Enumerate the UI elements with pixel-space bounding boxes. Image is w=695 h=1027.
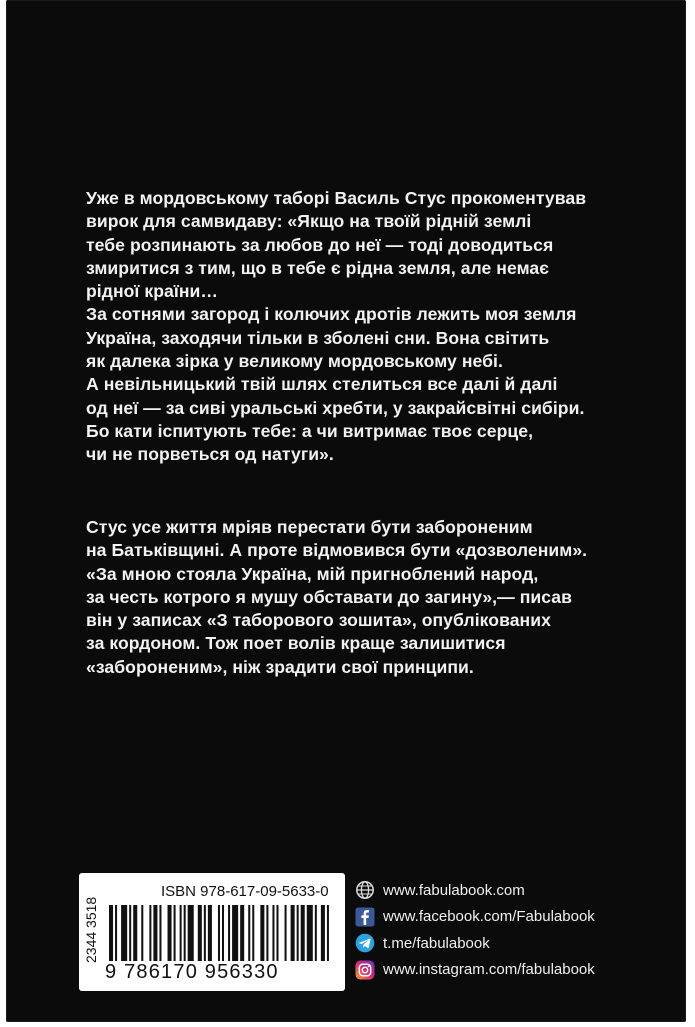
back-cover bbox=[6, 0, 686, 1022]
facebook-icon bbox=[355, 907, 375, 927]
text-line: вирок для самвидаву: «Якщо на твоїй рідній землі bbox=[86, 211, 532, 232]
barcode-bar bbox=[248, 905, 250, 961]
barcode-bar bbox=[129, 905, 131, 961]
link-text: www.fabulabook.com bbox=[383, 881, 525, 899]
barcode-bar bbox=[315, 905, 317, 961]
text-line: за кордоном. Тож поет волів краще залишитися bbox=[86, 633, 506, 654]
barcode-bar bbox=[208, 905, 212, 961]
barcode-bar bbox=[168, 905, 172, 961]
link-facebook[interactable] bbox=[355, 904, 675, 931]
ean-digits: 9 786170 956330 bbox=[105, 961, 279, 983]
barcode-bar bbox=[184, 905, 186, 961]
barcode-bar bbox=[188, 905, 194, 961]
social-links bbox=[355, 877, 675, 983]
barcode-bar bbox=[272, 905, 274, 961]
blurb-paragraph-1 bbox=[86, 187, 646, 467]
blurb-paragraph-2 bbox=[86, 516, 646, 679]
text-line: рідної країни… bbox=[86, 281, 219, 302]
text-line: тебе розпинають за любов до неї — тоді доводиться bbox=[86, 234, 554, 255]
barcode-bar bbox=[133, 905, 137, 961]
isbn-barcode bbox=[79, 873, 345, 991]
barcode-side-code: 2344 3518 bbox=[83, 896, 99, 964]
text-line: змиритися з тим, що в тебе є рідна земля, але немає bbox=[86, 257, 550, 278]
barcode-bar bbox=[222, 905, 224, 961]
barcode-bar bbox=[297, 905, 299, 961]
barcode-bar bbox=[115, 905, 117, 961]
barcode-bar bbox=[260, 905, 264, 961]
instagram-icon bbox=[355, 960, 375, 980]
text-line: за честь котрого я мушу обставати до загину»,— писав bbox=[86, 586, 572, 607]
text-line: він у записах «З таборового зошита», опублікованих bbox=[86, 610, 551, 631]
text-line: чи не порветься од натуги». bbox=[86, 444, 334, 465]
barcode-bar bbox=[291, 905, 295, 961]
text-line: Бо кати іспитують тебе: а чи витримає твоє серце, bbox=[86, 420, 534, 441]
link-instagram[interactable] bbox=[355, 957, 675, 984]
barcode-bar bbox=[307, 905, 313, 961]
barcode-bar bbox=[301, 905, 305, 961]
telegram-icon bbox=[355, 933, 375, 953]
text-line: од неї — за сиві уральські хребти, у закрайсвітні сибіри. bbox=[86, 397, 585, 418]
text-line: «За мною стояла Україна, мій пригноблений народ, bbox=[86, 563, 539, 584]
barcode-bar bbox=[327, 905, 329, 961]
text-line: як далека зірка у великому мордовському небі. bbox=[86, 351, 503, 372]
barcode-bars bbox=[109, 905, 335, 961]
barcode-bar bbox=[141, 905, 143, 961]
barcode-bar bbox=[204, 905, 206, 961]
link-telegram[interactable] bbox=[355, 930, 675, 957]
barcode-bar bbox=[285, 905, 287, 961]
barcode-bar bbox=[159, 905, 161, 961]
isbn-number: ISBN 978-617-09-5633-0 bbox=[161, 883, 329, 900]
barcode-bar bbox=[149, 905, 151, 961]
barcode-bar bbox=[218, 905, 220, 961]
barcode-bar bbox=[198, 905, 202, 961]
text-line: А невільницький твій шлях стелиться все далі й далі bbox=[86, 374, 558, 395]
globe-icon bbox=[355, 880, 375, 900]
barcode-bar bbox=[276, 905, 278, 961]
barcode-bar bbox=[252, 905, 254, 961]
text-line: Уже в мордовському таборі Василь Стус прокоментував bbox=[86, 188, 587, 208]
link-text: www.instagram.com/fabulabook bbox=[383, 961, 595, 979]
text-line: За сотнями загород і колючих дротів лежить моя земля bbox=[86, 304, 577, 325]
text-line: «забороненим», ніж зрадити свої принципи. bbox=[86, 656, 474, 677]
barcode-bar bbox=[180, 905, 182, 961]
barcode-bar bbox=[266, 905, 268, 961]
barcode-bar bbox=[109, 905, 113, 961]
barcode-bar bbox=[228, 905, 230, 961]
barcode-bar bbox=[321, 905, 325, 961]
link-website[interactable] bbox=[355, 877, 675, 904]
barcode-bar bbox=[240, 905, 244, 961]
link-text: www.facebook.com/Fabulabook bbox=[383, 908, 595, 926]
barcode-bar bbox=[153, 905, 157, 961]
barcode-bar bbox=[232, 905, 238, 961]
text-line: на Батьківщині. А проте відмовився бути «дозволеним». bbox=[86, 540, 588, 561]
text-line: Стус усе життя мріяв перестати бути забороненим bbox=[86, 517, 533, 537]
barcode-bar bbox=[121, 905, 127, 961]
text-line: Україна, заходячи тільки в зболені сни. Вона світить bbox=[86, 327, 550, 348]
link-text: t.me/fabulabook bbox=[383, 934, 490, 952]
barcode-bar bbox=[174, 905, 176, 961]
